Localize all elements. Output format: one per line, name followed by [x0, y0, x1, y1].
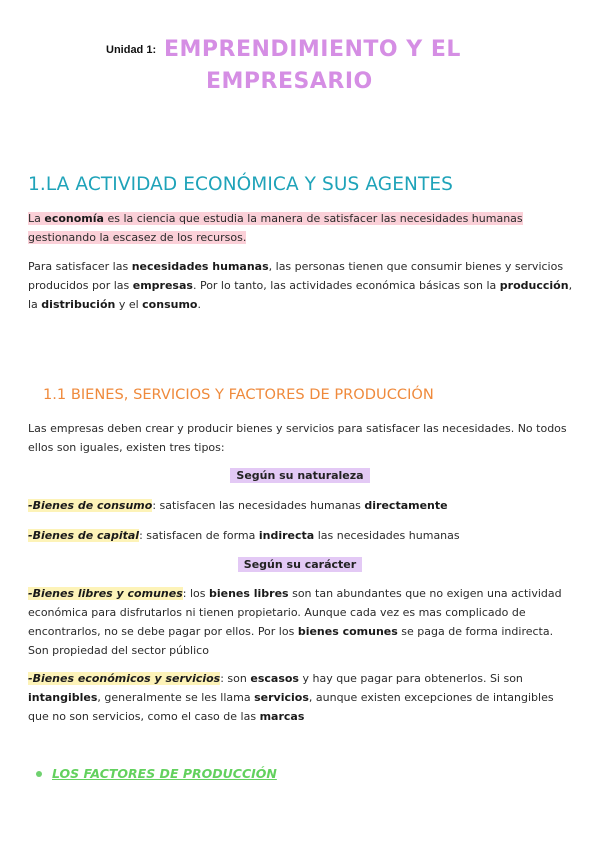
bold: producción — [499, 279, 569, 292]
text: las necesidades humanas — [314, 529, 460, 542]
bold: consumo — [142, 298, 198, 311]
text: , aunque existen excepciones de intangibles que no son servicios, como el caso de las — [28, 691, 554, 723]
bold: empresas — [132, 279, 193, 292]
bold: bienes comunes — [297, 625, 398, 638]
bold: marcas — [259, 710, 305, 723]
economia-highlight — [28, 212, 523, 244]
tipos-intro: Las empresas deben crear y producir bienes y servicios para satisfacer las necesidades. No todos ellos son iguales, existen tres tipos: — [28, 422, 567, 454]
text: La — [28, 212, 45, 225]
text: se paga de forma indirecta. Son propiedad del sector público — [28, 625, 554, 657]
main-title — [164, 34, 534, 98]
text: , las personas tienen que consumir bienes y servicios producidos por las — [28, 260, 564, 292]
text: : satisfacen de forma — [139, 529, 259, 542]
section1-heading: 1.LA ACTIVIDAD ECONÓMICA Y SUS AGENTES — [28, 174, 453, 195]
section11-heading: 1.1 BIENES, SERVICIOS Y FACTORES DE PRODUCCIÓN — [43, 386, 434, 403]
label-caracter — [0, 556, 600, 573]
term-capital: -Bienes de capital — [28, 529, 140, 542]
factores-link[interactable]: LOS FACTORES DE PRODUCCIÓN — [52, 766, 277, 781]
text: . Por lo tanto, las actividades económica básicas son la — [192, 279, 500, 292]
bold: necesidades humanas — [131, 260, 269, 273]
text: , generalmente se les llama — [97, 691, 255, 704]
term-consumo: -Bienes de consumo — [28, 499, 153, 512]
text: , la — [28, 279, 573, 311]
main-title-line1: EMPRENDIMIENTO Y EL — [164, 37, 461, 62]
bold: escasos — [250, 672, 299, 685]
bienes-consumo — [28, 496, 576, 515]
bold: indirecta — [258, 529, 315, 542]
bold: intangibles — [28, 691, 98, 704]
unit-label: Unidad 1: — [106, 44, 157, 56]
bold: bienes libres — [208, 587, 289, 600]
factores-bullet — [36, 766, 277, 781]
text: Para satisfacer las — [28, 260, 132, 273]
main-title-line2: EMPRESARIO — [206, 69, 373, 94]
necesidades-paragraph — [28, 257, 576, 314]
term-libres: -Bienes libres y comunes — [28, 587, 183, 600]
text: son tan abundantes que no exigen una actividad económica para disfrutarlos ni tienen propietario. Aunque cada vez es mas complicado de encontrarlos, no se debe pagar por ellos. Por los — [28, 587, 562, 638]
label-text: Según su naturaleza — [230, 468, 369, 483]
bold: directamente — [364, 499, 448, 512]
text: : son — [220, 672, 251, 685]
term-economicos: -Bienes económicos y servicios — [28, 672, 221, 685]
text: : los — [182, 587, 209, 600]
label-naturaleza — [0, 467, 600, 484]
bold: distribución — [41, 298, 116, 311]
text: . — [197, 298, 201, 311]
text: es la ciencia que estudia la manera de satisfacer las necesidades humanas gestionando la escasez de los recursos. — [28, 212, 523, 244]
bold: servicios — [254, 691, 309, 704]
label-text: Según su carácter — [238, 557, 362, 572]
text: y hay que pagar para obtenerlos. Si son — [298, 672, 523, 685]
text: y el — [115, 298, 143, 311]
bienes-economicos — [28, 669, 576, 726]
bullet-dot-icon — [36, 771, 42, 777]
economia-definition — [28, 209, 576, 247]
bienes-capital — [28, 526, 576, 545]
text: : satisfacen las necesidades humanas — [152, 499, 365, 512]
term-economia: economía — [44, 212, 104, 225]
bienes-libres — [28, 584, 576, 660]
